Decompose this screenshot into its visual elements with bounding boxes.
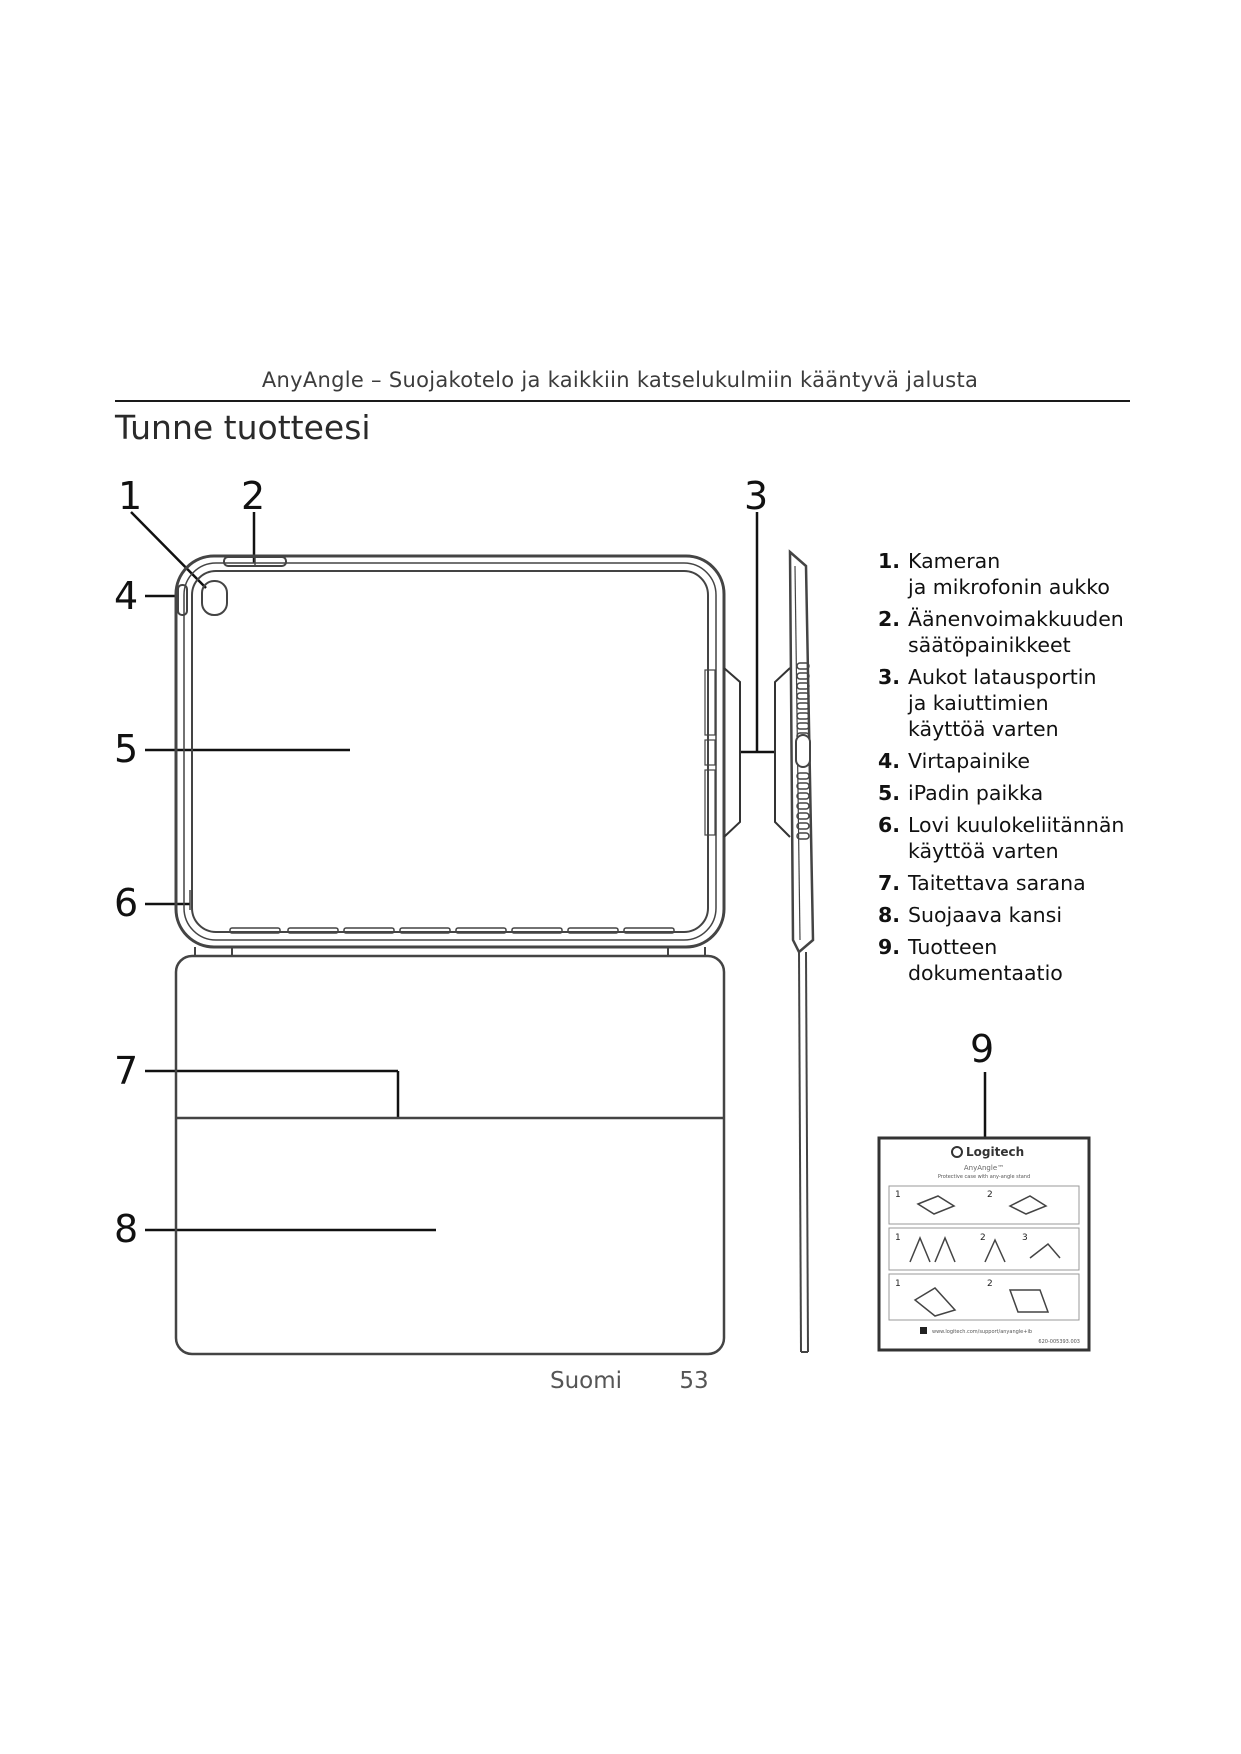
legend-item: 8. Suojaava kansi: [878, 903, 1063, 927]
product-documentation: [879, 1138, 1089, 1350]
callout-4: 4: [114, 574, 139, 618]
running-header: AnyAngle – Suojakotelo ja kaikkiin katselukulmiin kääntyvä jalusta: [261, 368, 979, 392]
case-front-view: [176, 556, 724, 947]
svg-text:1: 1: [895, 1279, 901, 1289]
legend-item: 9. Tuotteen dokumentaatio: [878, 935, 1063, 985]
callout-1: 1: [118, 474, 143, 518]
power-button: [178, 585, 187, 615]
protective-cover: [176, 947, 724, 1354]
leader-1: [131, 512, 206, 588]
svg-text:620-005393.003: 620-005393.003: [1038, 1339, 1080, 1345]
legend-item: 3. Aukot latausportin ja kaiuttimien käyttöä varten: [878, 665, 1097, 741]
svg-text:2: 2: [980, 1233, 986, 1243]
legend-item: 2. Äänenvoimakkuuden säätöpainikkeet: [878, 607, 1124, 657]
legend-item: 6. Lovi kuulokeliitännän käyttöä varten: [878, 813, 1125, 863]
callout-3: 3: [744, 474, 769, 518]
svg-text:2: 2: [987, 1279, 993, 1289]
svg-text:2: 2: [987, 1190, 993, 1200]
callout-9: 9: [970, 1027, 995, 1071]
legend-item: 1. Kameran ja mikrofonin aukko: [878, 549, 1110, 599]
leader-lines: [131, 512, 985, 1230]
svg-text:AnyAngle™: AnyAngle™: [963, 1164, 1005, 1172]
callout-5: 5: [114, 727, 139, 771]
svg-text:1: 1: [895, 1190, 901, 1200]
legend-item: 7. Taitettava sarana: [878, 871, 1086, 895]
svg-text:1: 1: [895, 1233, 901, 1243]
callout-8: 8: [114, 1207, 139, 1251]
callout-6: 6: [114, 881, 139, 925]
charging-port: [796, 735, 810, 767]
svg-text:Protective case with any-angle: Protective case with any-angle stand: [937, 1174, 1031, 1180]
callout-7: 7: [114, 1049, 139, 1093]
parts-legend: [878, 548, 1158, 992]
svg-text:3: 3: [1022, 1233, 1028, 1243]
case-side-view: [790, 552, 813, 1352]
legend-item: 5. iPadin paikka: [878, 781, 1044, 805]
legend-item: 4. Virtapainike: [878, 749, 1031, 773]
page-title: Tunne tuotteesi: [115, 408, 371, 447]
svg-text:www.logitech.com/support/anyan: www.logitech.com/support/anyangle+ib: [932, 1329, 1033, 1335]
page-footer: [550, 1368, 709, 1394]
manual-logo: Logitech: [966, 1145, 1025, 1159]
page-number: 53: [679, 1368, 709, 1394]
footer-language: Suomi: [550, 1368, 623, 1394]
callout-2: 2: [241, 474, 266, 518]
